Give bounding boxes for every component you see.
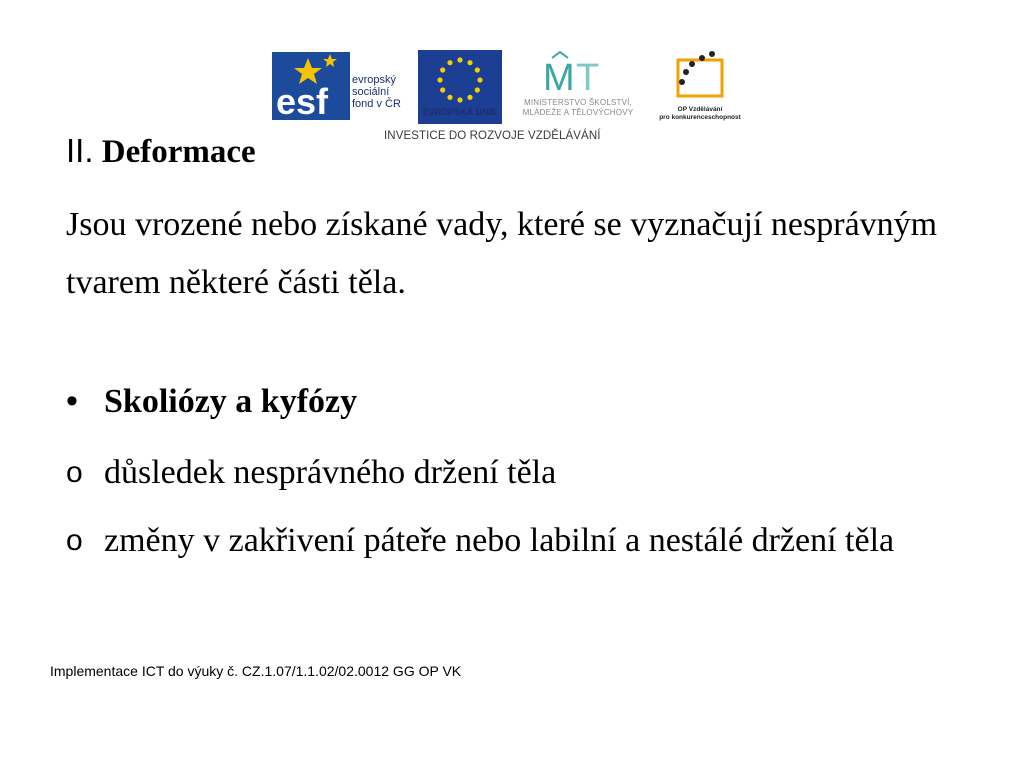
esf-text-line: evropský xyxy=(352,74,397,86)
bullet-marker: • xyxy=(66,382,78,420)
eu-star-icon xyxy=(467,60,472,65)
esf-text xyxy=(352,74,401,110)
eu-star-icon xyxy=(440,67,445,72)
eu-star-icon xyxy=(467,95,472,100)
bullet-item xyxy=(66,382,357,421)
eu-label: EVROPSKÁ UNIE xyxy=(422,107,498,117)
definition-paragraph: Jsou vrozené nebo získané vady, které se vyznačují nesprávným tvarem některé části těla. xyxy=(66,206,938,301)
sub-item xyxy=(66,446,1004,500)
sub-item-marker: o xyxy=(66,456,83,489)
svg-text:T: T xyxy=(576,57,600,99)
heading-number: II. xyxy=(66,132,94,169)
msmt-label-line: MLÁDEŽE A TĚLOVÝCHOVY xyxy=(522,108,634,117)
eu-star-icon xyxy=(447,60,452,65)
msmt-label-line: MINISTERSTVO ŠKOLSTVÍ, xyxy=(524,98,632,107)
eu-star-icon xyxy=(447,95,452,100)
eu-star-icon xyxy=(475,87,480,92)
logo-strip xyxy=(272,44,748,148)
sub-item-text: důsledek nesprávného držení těla xyxy=(104,454,557,491)
esf-text-line: fond v ČR xyxy=(352,98,401,110)
op-logo xyxy=(652,48,748,108)
svg-text:esf: esf xyxy=(276,81,329,122)
sub-item-marker: o xyxy=(66,524,83,557)
eu-star-icon xyxy=(457,97,462,102)
esf-text-line: sociální xyxy=(352,86,390,98)
op-label-line: pro konkurenceschopnost xyxy=(659,114,741,121)
investice-tagline: INVESTICE DO ROZVOJE VZDĚLÁVÁNÍ xyxy=(384,130,601,142)
heading-title: Deformace xyxy=(101,134,256,170)
sub-item-text: změny v zakřivení páteře nebo labilní a nestálé držení těla xyxy=(104,522,895,559)
op-label-line: OP Vzdělávání xyxy=(677,106,723,113)
eu-star-icon xyxy=(440,87,445,92)
msmt-label xyxy=(508,98,648,118)
bullet-label: Skoliózy a kyfózy xyxy=(104,383,358,420)
eu-star-icon xyxy=(457,57,462,62)
sub-item xyxy=(66,514,1004,568)
eu-star-icon xyxy=(437,77,442,82)
section-heading xyxy=(66,132,256,171)
footer-text: Implementace ICT do výuky č. CZ.1.07/1.1.02/02.0012 GG OP VK xyxy=(50,663,462,679)
eu-star-icon xyxy=(477,77,482,82)
eu-star-icon xyxy=(475,67,480,72)
op-label xyxy=(650,106,750,122)
svg-text:M: M xyxy=(543,57,575,99)
